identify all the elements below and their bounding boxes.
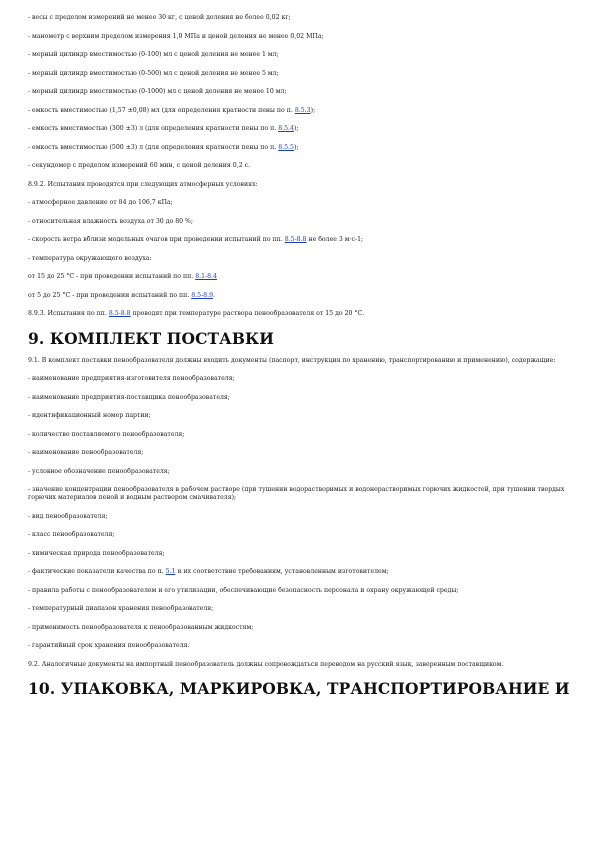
list-item: - атмосферное давление от 84 до 106,7 кПа;	[28, 199, 173, 206]
list-item: - правила работы с пенообразователем и его утилизации, обеспечивающие безопасность персонала и охрану окружающей среды;	[28, 586, 459, 594]
list-item: - температурный диапазон хранения пенообразователя;	[28, 605, 214, 612]
list-item: - гарантийный срок хранения пенообразователя.	[28, 642, 190, 649]
list-item: - количество поставляемого пенообразователя;	[28, 430, 185, 438]
list-item: - температура окружающего воздуха:	[28, 254, 152, 262]
list-item: - скорость ветра вблизи модельных очагов при проведении испытаний по пп. 8.5-8.8 не более 3 м·с-1;	[28, 236, 364, 243]
paragraph: 9.1. В комплект поставки пенообразователя должны входить документы (паспорт, инструкция по хранению, транспортированию и применению), содержащие:	[28, 356, 556, 364]
list-item: - наименование предприятия-изготовителя пенообразователя;	[28, 375, 235, 382]
list-item: - условное обозначение пенообразователя;	[28, 467, 170, 475]
list-item: - вид пенообразователя;	[28, 512, 108, 520]
list-item: - емкость вместимостью (1,57 ±0,08) мл (для определения кратности пены по п. 8.5.3);	[28, 106, 316, 114]
list-item: - мерный цилиндр вместимостью (0-100) мл с ценой деления не менее 1 мл;	[28, 51, 279, 58]
list-item: от 5 до 25 °С - при проведении испытаний по пп. 8.5-8.9.	[28, 291, 215, 299]
list-item: - химическая природа пенообразователя;	[28, 549, 165, 557]
document-page	[28, 14, 570, 707]
section-heading: 10. УПАКОВКА, МАРКИРОВКА, ТРАНСПОРТИРОВАНИЕ И	[28, 679, 570, 698]
link-8-1-8-4[interactable]: 8.1-8.4	[195, 273, 217, 280]
list-item: - емкость вместимостью (300 ±3) л (для определения кратности пены по п. 8.5.4);	[28, 125, 299, 132]
list-item: - относительная влажность воздуха от 30 до 80 %;	[28, 217, 194, 225]
list-item: - применимость пенообразователя к пенообразованным жидкостям;	[28, 623, 254, 631]
paragraph: 8.9.2. Испытания проводятся при следующих атмосферных условиях:	[28, 180, 258, 188]
list-item: - емкость вместимостью (500 ±3) л (для определения кратности пены по п. 8.5.5);	[28, 143, 299, 151]
paragraph: 8.9.3. Испытания по пп. 8.5-8.8 проводят при температуре раствора пенообразователя от 15 до 20 °С.	[28, 310, 365, 317]
list-item: - весы с пределом измерений не менее 30 кг, с ценой деления не более 0,02 кг;	[28, 14, 291, 21]
list-item: - манометр с верхним пределом измерения 1,0 МПа и ценой деления не менее 0,02 МПа;	[28, 32, 324, 40]
list-item: - мерный цилиндр вместимостью (0-500) мл с ценой деления не менее 5 мл;	[28, 69, 279, 77]
link-8-5-8-8[interactable]: 8.5-8.8	[284, 236, 307, 243]
list-item: - мерный цилиндр вместимостью (0-1000) мл с ценой деления не менее 10 мл;	[28, 88, 287, 95]
list-item: от 15 до 25 °С - при проведении испытаний по пп. 8.1-8.4	[28, 273, 217, 280]
link-8-5-4[interactable]: 8.5.4	[278, 125, 294, 132]
link-5-1[interactable]: 5.1	[165, 568, 176, 575]
list-item: - фактические показатели качества по п. 5.1 и их соответствие требованиям, установленным изготовителем;	[28, 568, 389, 575]
paragraph: 9.2. Аналогичные документы на импортный пенообразователь должны сопровождаться переводом на русский язык, заверенным поставщиком.	[28, 660, 504, 668]
list-item: - секундомер с пределом измерений 60 мин, с ценой деления 0,2 с.	[28, 162, 251, 169]
list-item: - наименование пенообразователя;	[28, 449, 144, 456]
list-item: - наименование предприятия-поставщика пенообразователя;	[28, 393, 230, 401]
list-item: - класс пенообразователя;	[28, 531, 115, 538]
link-8-5-8-9[interactable]: 8.5-8.9	[191, 291, 214, 299]
link-8-5-5[interactable]: 8.5.5	[278, 143, 294, 151]
list-item: - значение концентрации пенообразователя в рабочем растворе (при тушении водорастворимых и водонерастворимых горючих жидкостей, при тушении твердых горючих материалов пеной и водным раствором смачивателя);	[28, 486, 565, 501]
list-item: - идентификационный номер партии;	[28, 412, 151, 419]
section-heading: 9. КОМПЛЕКТ ПОСТАВКИ	[28, 328, 275, 348]
link-8-5-8-8-b[interactable]: 8.5-8.8	[108, 310, 131, 317]
link-8-5-3[interactable]: 8.5.3	[294, 106, 311, 114]
